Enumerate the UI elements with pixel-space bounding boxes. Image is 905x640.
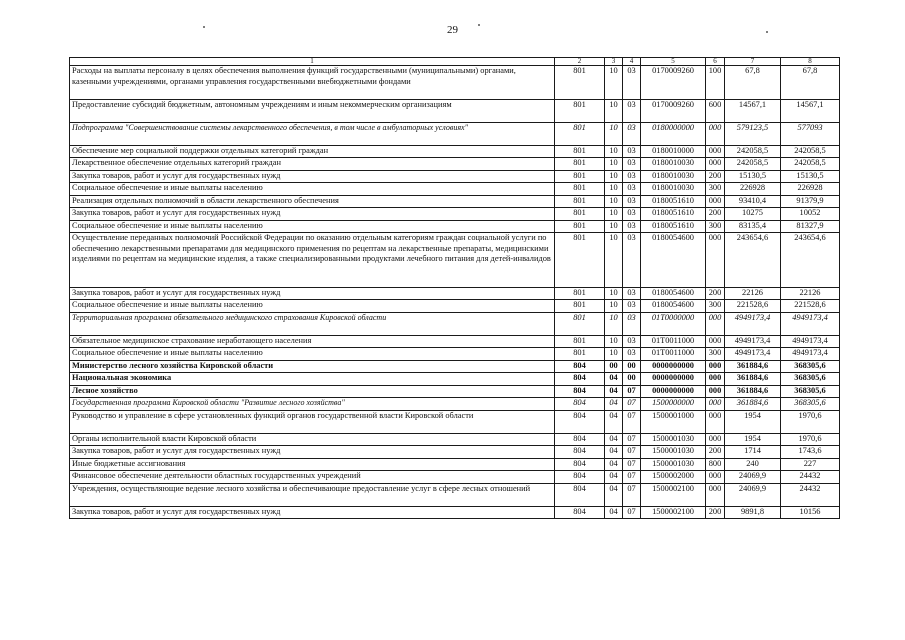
table-row [70, 233, 840, 288]
expense-name-cell: Закупка товаров, работ и услуг для государственных нужд [70, 208, 555, 221]
section-code-cell: 10 [605, 312, 623, 335]
expense-name-cell: Закупка товаров, работ и услуг для государственных нужд [70, 446, 555, 459]
subsection-code-cell: 07 [623, 483, 641, 506]
scan-speck [478, 24, 480, 26]
subsection-code-cell: 03 [623, 195, 641, 208]
section-code-cell: 10 [605, 66, 623, 100]
subsection-code-cell: 03 [623, 183, 641, 196]
amount-year1-cell: 4949173,4 [725, 312, 781, 335]
table-row [70, 458, 840, 471]
table-row [70, 348, 840, 361]
expense-type-cell: 100 [706, 66, 725, 100]
amount-year1-cell: 14567,1 [725, 99, 781, 122]
header-cell: 7 [725, 58, 781, 66]
ministry-code-cell: 801 [555, 312, 605, 335]
amount-year1-cell: 1954 [725, 410, 781, 433]
table-row [70, 287, 840, 300]
ministry-code-cell: 804 [555, 433, 605, 446]
target-article-cell: 0180051610 [641, 195, 706, 208]
section-code-cell: 10 [605, 158, 623, 171]
target-article-cell: 1500002100 [641, 506, 706, 519]
amount-year1-cell: 361884,6 [725, 398, 781, 411]
expense-type-cell: 000 [706, 433, 725, 446]
expense-name-cell: Финансовое обеспечение деятельности областных государственных учреждений [70, 471, 555, 484]
expense-name-cell: Учреждения, осуществляющие ведение лесного хозяйства и обеспечивающие предоставление услуг в сфере лесных отношений [70, 483, 555, 506]
ministry-code-cell: 804 [555, 446, 605, 459]
section-code-cell: 10 [605, 287, 623, 300]
expense-type-cell: 600 [706, 99, 725, 122]
table-row [70, 433, 840, 446]
header-cell: 8 [781, 58, 840, 66]
table-row [70, 506, 840, 519]
amount-year2-cell: 81327,9 [781, 220, 840, 233]
table-header-row [70, 58, 840, 66]
ministry-code-cell: 804 [555, 385, 605, 398]
amount-year1-cell: 4949173,4 [725, 348, 781, 361]
subsection-code-cell: 03 [623, 145, 641, 158]
expense-type-cell: 000 [706, 122, 725, 145]
ministry-code-cell: 804 [555, 471, 605, 484]
target-article-cell: 0180054600 [641, 287, 706, 300]
ministry-code-cell: 801 [555, 208, 605, 221]
target-article-cell: 1500001030 [641, 433, 706, 446]
section-code-cell: 10 [605, 233, 623, 288]
expense-name-cell: Министерство лесного хозяйства Кировской области [70, 360, 555, 373]
target-article-cell: 01T0011000 [641, 348, 706, 361]
amount-year1-cell: 243654,6 [725, 233, 781, 288]
expense-type-cell: 000 [706, 195, 725, 208]
section-code-cell: 10 [605, 99, 623, 122]
section-code-cell: 04 [605, 385, 623, 398]
target-article-cell: 01T0011000 [641, 335, 706, 348]
expense-name-cell: Реализация отдельных полномочий в области лекарственного обеспечения [70, 195, 555, 208]
target-article-cell: 0000000000 [641, 373, 706, 386]
expense-name-cell: Территориальная программа обязательного медицинского страхования Кировской области [70, 312, 555, 335]
amount-year2-cell: 4949173,4 [781, 335, 840, 348]
amount-year1-cell: 242058,5 [725, 158, 781, 171]
table-row [70, 446, 840, 459]
amount-year2-cell: 22126 [781, 287, 840, 300]
subsection-code-cell: 03 [623, 99, 641, 122]
target-article-cell: 0000000000 [641, 360, 706, 373]
amount-year1-cell: 226928 [725, 183, 781, 196]
section-code-cell: 04 [605, 506, 623, 519]
scan-speck [766, 31, 768, 33]
target-article-cell: 0000000000 [641, 385, 706, 398]
section-code-cell: 04 [605, 398, 623, 411]
expense-name-cell: Национальная экономика [70, 373, 555, 386]
amount-year2-cell: 577093 [781, 122, 840, 145]
expense-type-cell: 200 [706, 506, 725, 519]
subsection-code-cell: 00 [623, 373, 641, 386]
amount-year2-cell: 67,8 [781, 66, 840, 100]
expense-name-cell: Лесное хозяйство [70, 385, 555, 398]
subsection-code-cell: 03 [623, 287, 641, 300]
expense-name-cell: Социальное обеспечение и иные выплаты населению [70, 348, 555, 361]
budget-table [69, 57, 840, 519]
expense-name-cell: Обязательное медицинское страхование неработающего населения [70, 335, 555, 348]
subsection-code-cell: 03 [623, 312, 641, 335]
section-code-cell: 00 [605, 360, 623, 373]
section-code-cell: 10 [605, 183, 623, 196]
expense-name-cell: Закупка товаров, работ и услуг для государственных нужд [70, 287, 555, 300]
header-cell: 6 [706, 58, 725, 66]
section-code-cell: 10 [605, 170, 623, 183]
target-article-cell: 1500000000 [641, 398, 706, 411]
target-article-cell: 1500001030 [641, 446, 706, 459]
ministry-code-cell: 804 [555, 483, 605, 506]
expense-type-cell: 000 [706, 360, 725, 373]
ministry-code-cell: 804 [555, 360, 605, 373]
table-row [70, 312, 840, 335]
section-code-cell: 10 [605, 208, 623, 221]
amount-year2-cell: 1970,6 [781, 433, 840, 446]
table-row [70, 122, 840, 145]
amount-year1-cell: 361884,6 [725, 360, 781, 373]
expense-name-cell: Обеспечение мер социальной поддержки отдельных категорий граждан [70, 145, 555, 158]
table-row [70, 335, 840, 348]
amount-year2-cell: 221528,6 [781, 300, 840, 313]
subsection-code-cell: 03 [623, 335, 641, 348]
target-article-cell: 0180000000 [641, 122, 706, 145]
expense-name-cell: Социальное обеспечение и иные выплаты населению [70, 220, 555, 233]
target-article-cell: 0180010030 [641, 170, 706, 183]
amount-year2-cell: 4949173,4 [781, 348, 840, 361]
expense-name-cell: Подпрограмма "Совершенствование системы лекарственного обеспечения, в том числе в амбулаторных условиях" [70, 122, 555, 145]
section-code-cell: 04 [605, 483, 623, 506]
amount-year2-cell: 91379,9 [781, 195, 840, 208]
target-article-cell: 0180054600 [641, 233, 706, 288]
target-article-cell: 1500002000 [641, 471, 706, 484]
amount-year2-cell: 368305,6 [781, 385, 840, 398]
amount-year1-cell: 240 [725, 458, 781, 471]
target-article-cell: 1500001000 [641, 410, 706, 433]
ministry-code-cell: 801 [555, 170, 605, 183]
target-article-cell: 0180010030 [641, 183, 706, 196]
target-article-cell: 0170009260 [641, 66, 706, 100]
ministry-code-cell: 801 [555, 158, 605, 171]
expense-name-cell: Предоставление субсидий бюджетным, автономным учреждениям и иным некоммерческим организациям [70, 99, 555, 122]
section-code-cell: 04 [605, 446, 623, 459]
subsection-code-cell: 07 [623, 446, 641, 459]
amount-year1-cell: 93410,4 [725, 195, 781, 208]
section-code-cell: 10 [605, 300, 623, 313]
table-row [70, 66, 840, 100]
expense-type-cell: 000 [706, 398, 725, 411]
amount-year2-cell: 368305,6 [781, 398, 840, 411]
expense-name-cell: Расходы на выплаты персоналу в целях обеспечения выполнения функций государственными (муниципальными) органами, казенными учреждениями, органами управления государственными внебюджетными фондами [70, 66, 555, 100]
subsection-code-cell: 03 [623, 300, 641, 313]
ministry-code-cell: 801 [555, 195, 605, 208]
expense-type-cell: 200 [706, 170, 725, 183]
amount-year2-cell: 243654,6 [781, 233, 840, 288]
amount-year2-cell: 10052 [781, 208, 840, 221]
subsection-code-cell: 00 [623, 360, 641, 373]
subsection-code-cell: 03 [623, 208, 641, 221]
target-article-cell: 0170009260 [641, 99, 706, 122]
target-article-cell: 0180010000 [641, 145, 706, 158]
table-row [70, 471, 840, 484]
ministry-code-cell: 801 [555, 183, 605, 196]
expense-type-cell: 000 [706, 471, 725, 484]
amount-year2-cell: 226928 [781, 183, 840, 196]
expense-type-cell: 000 [706, 145, 725, 158]
amount-year2-cell: 24432 [781, 471, 840, 484]
target-article-cell: 0180054600 [641, 300, 706, 313]
table-row [70, 360, 840, 373]
amount-year1-cell: 4949173,4 [725, 335, 781, 348]
amount-year2-cell: 242058,5 [781, 145, 840, 158]
ministry-code-cell: 804 [555, 506, 605, 519]
subsection-code-cell: 07 [623, 433, 641, 446]
amount-year1-cell: 83135,4 [725, 220, 781, 233]
amount-year2-cell: 368305,6 [781, 373, 840, 386]
subsection-code-cell: 07 [623, 410, 641, 433]
table-row [70, 183, 840, 196]
expense-name-cell: Социальное обеспечение и иные выплаты населению [70, 300, 555, 313]
table-row [70, 158, 840, 171]
target-article-cell: 01T0000000 [641, 312, 706, 335]
section-code-cell: 10 [605, 220, 623, 233]
section-code-cell: 04 [605, 410, 623, 433]
expense-type-cell: 000 [706, 158, 725, 171]
target-article-cell: 0180010030 [641, 158, 706, 171]
section-code-cell: 10 [605, 195, 623, 208]
subsection-code-cell: 03 [623, 122, 641, 145]
section-code-cell: 10 [605, 122, 623, 145]
amount-year2-cell: 242058,5 [781, 158, 840, 171]
ministry-code-cell: 801 [555, 220, 605, 233]
target-article-cell: 0180051610 [641, 220, 706, 233]
header-cell: 1 [70, 58, 555, 66]
ministry-code-cell: 801 [555, 122, 605, 145]
expense-type-cell: 800 [706, 458, 725, 471]
table-row [70, 170, 840, 183]
table-row [70, 410, 840, 433]
ministry-code-cell: 801 [555, 287, 605, 300]
table-row [70, 398, 840, 411]
subsection-code-cell: 07 [623, 385, 641, 398]
expense-type-cell: 200 [706, 446, 725, 459]
subsection-code-cell: 07 [623, 506, 641, 519]
table-row [70, 483, 840, 506]
subsection-code-cell: 03 [623, 233, 641, 288]
ministry-code-cell: 804 [555, 373, 605, 386]
expense-name-cell: Государственная программа Кировской области "Развитие лесного хозяйства" [70, 398, 555, 411]
section-code-cell: 04 [605, 471, 623, 484]
subsection-code-cell: 07 [623, 458, 641, 471]
target-article-cell: 1500001030 [641, 458, 706, 471]
section-code-cell: 04 [605, 373, 623, 386]
amount-year2-cell: 24432 [781, 483, 840, 506]
amount-year1-cell: 9891,8 [725, 506, 781, 519]
amount-year2-cell: 368305,6 [781, 360, 840, 373]
amount-year1-cell: 24069,9 [725, 483, 781, 506]
table-body [70, 58, 840, 519]
expense-type-cell: 300 [706, 348, 725, 361]
section-code-cell: 10 [605, 335, 623, 348]
subsection-code-cell: 07 [623, 471, 641, 484]
expense-type-cell: 000 [706, 373, 725, 386]
page-number: 29 [447, 24, 458, 36]
subsection-code-cell: 03 [623, 158, 641, 171]
subsection-code-cell: 03 [623, 170, 641, 183]
expense-type-cell: 300 [706, 183, 725, 196]
expense-name-cell: Органы исполнительной власти Кировской области [70, 433, 555, 446]
amount-year1-cell: 15130,5 [725, 170, 781, 183]
subsection-code-cell: 03 [623, 220, 641, 233]
ministry-code-cell: 804 [555, 398, 605, 411]
amount-year2-cell: 227 [781, 458, 840, 471]
expense-name-cell: Руководство и управление в сфере установленных функций органов государственной власти Кировской области [70, 410, 555, 433]
expense-name-cell: Иные бюджетные ассигнования [70, 458, 555, 471]
expense-type-cell: 000 [706, 483, 725, 506]
expense-name-cell: Лекарственное обеспечение отдельных категорий граждан [70, 158, 555, 171]
amount-year1-cell: 1714 [725, 446, 781, 459]
amount-year2-cell: 4949173,4 [781, 312, 840, 335]
expense-type-cell: 300 [706, 300, 725, 313]
ministry-code-cell: 801 [555, 335, 605, 348]
amount-year1-cell: 10275 [725, 208, 781, 221]
section-code-cell: 10 [605, 145, 623, 158]
section-code-cell: 04 [605, 433, 623, 446]
ministry-code-cell: 801 [555, 300, 605, 313]
ministry-code-cell: 804 [555, 458, 605, 471]
header-cell: 5 [641, 58, 706, 66]
amount-year1-cell: 242058,5 [725, 145, 781, 158]
amount-year1-cell: 24069,9 [725, 471, 781, 484]
subsection-code-cell: 07 [623, 398, 641, 411]
section-code-cell: 04 [605, 458, 623, 471]
table-row [70, 385, 840, 398]
expense-type-cell: 000 [706, 410, 725, 433]
table-row [70, 208, 840, 221]
expense-name-cell: Закупка товаров, работ и услуг для государственных нужд [70, 170, 555, 183]
expense-type-cell: 200 [706, 287, 725, 300]
ministry-code-cell: 801 [555, 99, 605, 122]
amount-year2-cell: 1743,6 [781, 446, 840, 459]
ministry-code-cell: 801 [555, 233, 605, 288]
subsection-code-cell: 03 [623, 348, 641, 361]
amount-year1-cell: 361884,6 [725, 385, 781, 398]
amount-year1-cell: 221528,6 [725, 300, 781, 313]
table-row [70, 195, 840, 208]
ministry-code-cell: 804 [555, 410, 605, 433]
expense-type-cell: 000 [706, 233, 725, 288]
table-row [70, 99, 840, 122]
target-article-cell: 0180051610 [641, 208, 706, 221]
ministry-code-cell: 801 [555, 145, 605, 158]
expense-type-cell: 300 [706, 220, 725, 233]
amount-year2-cell: 1970,6 [781, 410, 840, 433]
header-cell: 2 [555, 58, 605, 66]
ministry-code-cell: 801 [555, 66, 605, 100]
amount-year2-cell: 14567,1 [781, 99, 840, 122]
expense-type-cell: 000 [706, 312, 725, 335]
amount-year2-cell: 10156 [781, 506, 840, 519]
amount-year1-cell: 1954 [725, 433, 781, 446]
header-cell: 4 [623, 58, 641, 66]
amount-year1-cell: 579123,5 [725, 122, 781, 145]
target-article-cell: 1500002100 [641, 483, 706, 506]
table-row [70, 300, 840, 313]
expense-name-cell: Закупка товаров, работ и услуг для государственных нужд [70, 506, 555, 519]
table-row [70, 373, 840, 386]
header-cell: 3 [605, 58, 623, 66]
amount-year1-cell: 22126 [725, 287, 781, 300]
table-row [70, 220, 840, 233]
scan-speck [203, 26, 205, 28]
amount-year1-cell: 361884,6 [725, 373, 781, 386]
amount-year2-cell: 15130,5 [781, 170, 840, 183]
expense-type-cell: 200 [706, 208, 725, 221]
expense-type-cell: 000 [706, 385, 725, 398]
ministry-code-cell: 801 [555, 348, 605, 361]
section-code-cell: 10 [605, 348, 623, 361]
table-row [70, 145, 840, 158]
subsection-code-cell: 03 [623, 66, 641, 100]
expense-type-cell: 000 [706, 335, 725, 348]
expense-name-cell: Социальное обеспечение и иные выплаты населению [70, 183, 555, 196]
expense-name-cell: Осуществление переданных полномочий Российской Федерации по оказанию отдельным категориям граждан социальной услуги по обеспечению лекарственными препаратами для медицинского применения по рецептам на лекарственные препараты, медицинскими изделиями по рецептам на медицинские изделия, а также специализированными продуктами лечебного питания для детей-инвалидов [70, 233, 555, 288]
amount-year1-cell: 67,8 [725, 66, 781, 100]
